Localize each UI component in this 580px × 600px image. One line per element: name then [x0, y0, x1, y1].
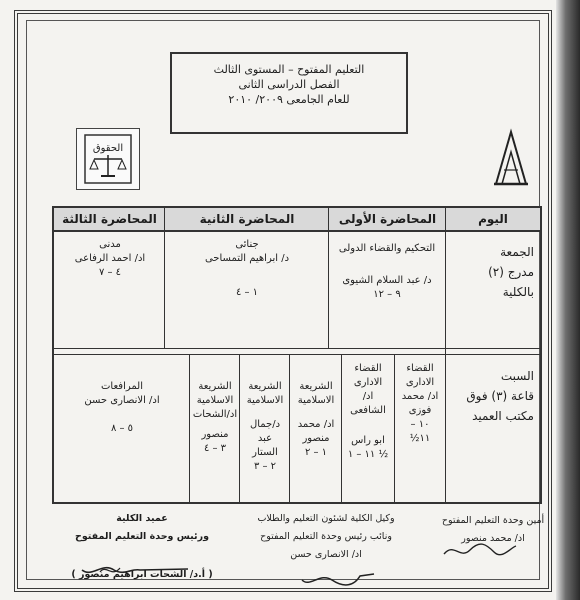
- header-line-2: الفصل الدراسى الثانى: [238, 78, 340, 91]
- saturday-session-3: [293, 380, 339, 460]
- university-emblem-icon: [488, 126, 534, 186]
- friday-lecture-3: [60, 238, 160, 280]
- logo-text: الحقوق: [92, 143, 124, 154]
- saturday-session-1: [398, 362, 442, 446]
- divider: [164, 208, 165, 348]
- header-box: [170, 52, 408, 134]
- instructor: د/جمال: [249, 419, 281, 430]
- instructor-cont: ابو راس: [351, 435, 385, 446]
- header-lecture-3: المحاضرة الثالثة: [54, 208, 165, 232]
- instructor-cont: منصور: [201, 429, 229, 440]
- time: ٣ – ٤: [203, 443, 227, 454]
- time: ½ ١١ – ١: [347, 449, 389, 460]
- day-location: مكتب العميد: [472, 409, 534, 423]
- header-day: اليوم: [446, 208, 540, 232]
- header-line-1: التعليم المفتوح – المستوى الثالث: [213, 63, 365, 76]
- divider: [239, 354, 240, 502]
- time: ٩ – ١٢: [373, 289, 401, 300]
- signature-center: [298, 568, 378, 590]
- day-name: السبت: [500, 369, 534, 383]
- subject-cont: الاسلامية: [246, 395, 284, 406]
- day-room: قاعة (٣) فوق: [466, 389, 534, 403]
- signatory-title-cont: ونائب رئيس وحدة التعليم المفتوح: [260, 531, 392, 542]
- scales-of-justice-icon: [77, 129, 139, 189]
- instructor: اد/ الشافعى: [350, 391, 386, 416]
- subject: المرافعات: [101, 381, 143, 392]
- instructor-cont: منصور: [302, 433, 330, 444]
- faculty-logo: [76, 128, 140, 190]
- instructor: اد/ محمد: [401, 391, 439, 402]
- divider: [394, 354, 395, 502]
- saturday-session-5: [192, 380, 238, 456]
- time: ٢ – ٣: [253, 461, 277, 472]
- header-lecture-2: المحاضرة الثانية: [165, 208, 329, 232]
- day-saturday: [448, 366, 534, 426]
- instructor: اد/ احمد الرفاعى: [74, 253, 146, 264]
- saturday-session-4: [242, 380, 288, 474]
- divider: [328, 208, 329, 348]
- friday-lecture-1: [334, 242, 440, 302]
- subject-cont: الاسلامية: [196, 395, 234, 406]
- subject-cont: الادارى: [405, 377, 435, 388]
- saturday-session-2: [344, 362, 392, 462]
- signatory-title: أمين وحدة التعليم المفتوح: [441, 515, 545, 526]
- day-location: بالكلية: [502, 285, 534, 299]
- instructor-cont-2: الستار: [252, 447, 278, 458]
- divider: [189, 354, 190, 502]
- instructor: د/ ابراهيم التمساحى: [204, 253, 290, 264]
- subject: جنائى: [235, 239, 259, 250]
- divider: [445, 208, 446, 502]
- day-name: الجمعة: [500, 245, 534, 259]
- signatory-name: اد/ محمد منصور: [461, 533, 525, 544]
- day-room: مدرج (٢): [488, 265, 534, 279]
- subject: الشريعة: [299, 381, 333, 392]
- signatory-title: عميد الكلية: [116, 513, 168, 524]
- subject: الشريعة: [248, 381, 282, 392]
- signatory-name: ( أ.د/ الشحات ابراهيم منصور ): [71, 569, 213, 580]
- subject: القضاء: [354, 363, 382, 374]
- signatory-title-cont: ورئيس وحدة التعليم المفتوح: [75, 531, 209, 542]
- signature-right: [440, 538, 520, 562]
- instructor: اد/ الانصارى حسن: [84, 395, 160, 406]
- instructor: اد/الشحات: [192, 409, 238, 420]
- time: ٤ – ٧: [98, 267, 122, 278]
- signatory-name: اد/ الانصارى حسن: [290, 549, 362, 560]
- row-divider: [54, 348, 540, 349]
- friday-lecture-2: [169, 238, 325, 300]
- time: ١ – ٢: [304, 447, 328, 458]
- header-line-3: للعام الجامعى ٢٠٠٩/ ٢٠١٠: [228, 93, 350, 106]
- instructor-cont: عبد: [257, 433, 273, 444]
- day-friday: [448, 242, 534, 302]
- time: ١ – ٤: [235, 287, 259, 298]
- instructor: د/ عبد السلام الشيوى: [342, 275, 432, 286]
- subject: مدنى: [99, 239, 121, 250]
- subject-cont: الاسلامية: [297, 395, 335, 406]
- saturday-session-6: [60, 380, 184, 436]
- subject: القضاء: [406, 363, 434, 374]
- subject: التحكيم والقضاء الدولى: [338, 243, 436, 254]
- signature-left: [76, 560, 196, 580]
- signatory-title: وكيل الكلية لشئون التعليم والطلاب: [257, 513, 395, 524]
- time: ١٠ –: [410, 419, 430, 430]
- header-lecture-1: المحاضرة الأولى: [329, 208, 446, 232]
- subject: الشريعة: [198, 381, 232, 392]
- schedule-table: [52, 206, 542, 504]
- instructor: اد/ محمد: [297, 419, 335, 430]
- time-cont: ١١½: [409, 433, 431, 444]
- time: ٥ – ٨: [110, 423, 134, 434]
- footer-signatory-center: [236, 510, 416, 564]
- row-divider: [54, 354, 540, 355]
- subject-cont: الادارى: [353, 377, 383, 388]
- scan-edge-shadow: [556, 0, 580, 600]
- divider: [341, 354, 342, 502]
- divider: [289, 354, 290, 502]
- instructor-cont: فوزى: [408, 405, 432, 416]
